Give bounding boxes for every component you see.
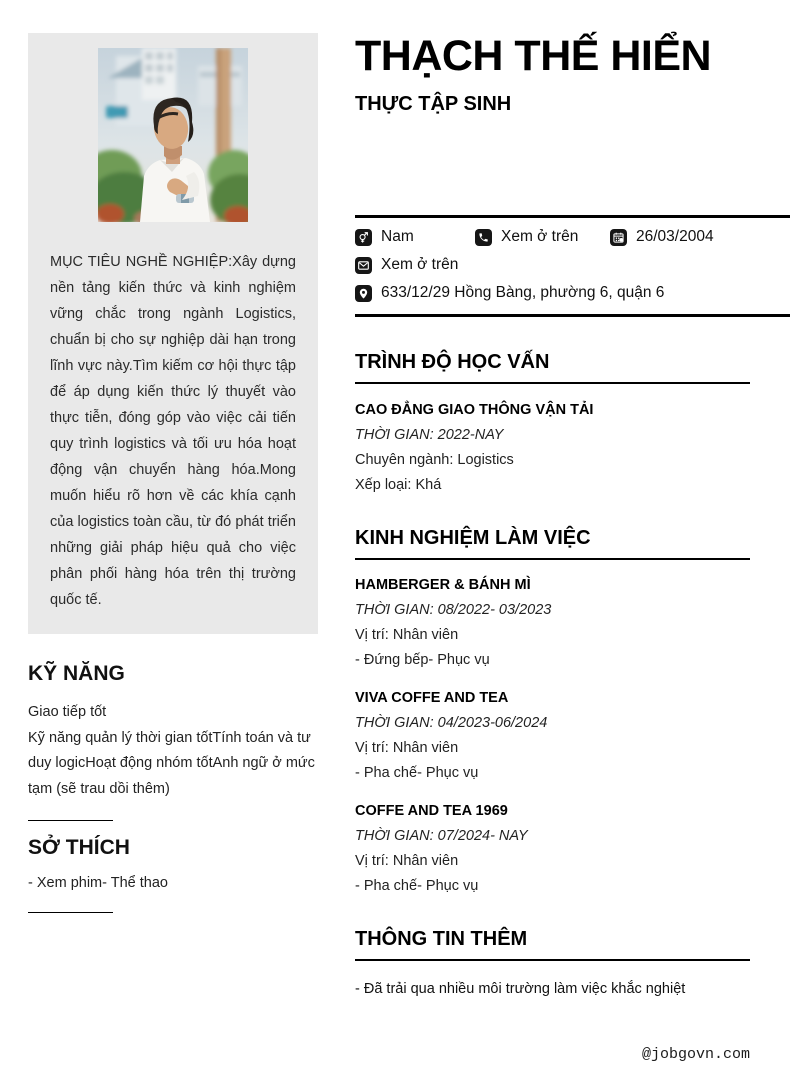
contact-phone xyxy=(475,228,610,246)
additional-title: THÔNG TIN THÊM xyxy=(355,928,528,950)
candidate-name: THẠCH THẾ HIỂN xyxy=(355,32,712,80)
gender-value: Nam xyxy=(381,228,414,245)
experience-title: KINH NGHIỆM LÀM VIỆC xyxy=(355,527,591,549)
education-grade: Xếp loại: Khá xyxy=(355,477,442,493)
contact-gender xyxy=(355,228,475,246)
contact-block xyxy=(355,215,790,317)
job-company: HAMBERGER & BÁNH MÌ xyxy=(355,577,531,593)
birthday-value: 26/03/2004 xyxy=(636,228,714,245)
job-company: COFFE AND TEA 1969 xyxy=(355,803,508,819)
career-objective: MỤC TIÊU NGHỀ NGHIỆP:Xây dựng nền tảng kiến thức và kinh nghiệm vững chắc trong ngành Logistics, chuẩn bị cho sự nghiệp dài hạn trong lĩnh vực này.Tìm kiếm cơ hội thực tập để áp dụng kiến thức lý thuyết vào thực tiễn, đóng góp vào việc cải tiến quy trình logistics và tối ưu hóa hoạt động vận chuyển hàng hóa.Mong muốn hiểu rõ hơn về các khía cạnh của logistics toàn cầu, từ đó phát triển những giải pháp hiệu quả cho việc phân phối hàng hóa trên thị trường quốc tế. xyxy=(50,254,296,608)
section-underline xyxy=(355,959,750,961)
contact-row xyxy=(355,228,790,246)
education-title: TRÌNH ĐỘ HỌC VẤN xyxy=(355,351,550,373)
education-major: Chuyên ngành: Logistics xyxy=(355,452,514,468)
job-tasks: - Pha chế- Phục vụ xyxy=(355,878,479,894)
school-name: CAO ĐẲNG GIAO THÔNG VẬN TẢI xyxy=(355,402,594,418)
contact-email xyxy=(355,256,458,274)
job-time: THỜI GIAN: 07/2024- NAY xyxy=(355,828,528,844)
job-tasks: - Pha chế- Phục vụ xyxy=(355,765,479,781)
job-position: Vị trí: Nhân viên xyxy=(355,740,459,756)
job-entry xyxy=(355,802,790,895)
job-position: Vị trí: Nhân viên xyxy=(355,853,459,869)
contact-row xyxy=(355,256,790,274)
contact-row xyxy=(355,284,790,302)
education-section xyxy=(355,349,790,494)
location-icon xyxy=(355,285,372,302)
education-time: THỜI GIAN: 2022-NAY xyxy=(355,427,504,443)
additional-section xyxy=(355,926,790,998)
experience-section xyxy=(355,525,790,895)
gender-icon xyxy=(355,229,372,246)
profile-photo xyxy=(98,48,248,222)
candidate-position: THỰC TẬP SINH xyxy=(355,93,512,115)
profile-box xyxy=(28,33,318,634)
job-position: Vị trí: Nhân viên xyxy=(355,627,459,643)
contact-address xyxy=(355,284,664,302)
skill-item: Kỹ năng quản lý thời gian tốtTính toán và tư duy logicHoạt động nhóm tốtAnh ngữ ở mức tạm (sẽ trau dồi thêm) xyxy=(28,729,315,797)
main-content xyxy=(355,30,790,998)
job-tasks: - Đứng bếp- Phục vụ xyxy=(355,652,490,668)
additional-item: - Đã trải qua nhiều môi trường làm việc khắc nghiệt xyxy=(355,981,686,997)
sidebar xyxy=(28,0,318,913)
job-time: THỜI GIAN: 04/2023-06/2024 xyxy=(355,715,548,731)
job-entry xyxy=(355,689,790,782)
contact-birthday xyxy=(610,228,714,246)
hobby-item: - Xem phim- Thể thao xyxy=(28,875,168,891)
job-company: VIVA COFFE AND TEA xyxy=(355,690,509,706)
address-value: 633/12/29 Hồng Bàng, phường 6, quận 6 xyxy=(381,284,665,301)
calendar-icon xyxy=(610,229,627,246)
divider xyxy=(28,820,113,821)
watermark: @jobgovn.com xyxy=(641,1046,750,1063)
skill-item: Giao tiếp tốt xyxy=(28,704,107,720)
job-time: THỜI GIAN: 08/2022- 03/2023 xyxy=(355,602,552,618)
email-icon xyxy=(355,257,372,274)
job-entry xyxy=(355,576,790,669)
section-underline xyxy=(355,382,750,384)
skills-heading: KỸ NĂNG xyxy=(28,662,125,685)
section-underline xyxy=(355,558,750,560)
phone-value: Xem ở trên xyxy=(501,228,579,245)
hobbies-heading: SỞ THÍCH xyxy=(28,836,130,859)
divider xyxy=(28,912,113,913)
phone-icon xyxy=(475,229,492,246)
email-value: Xem ở trên xyxy=(381,256,459,273)
